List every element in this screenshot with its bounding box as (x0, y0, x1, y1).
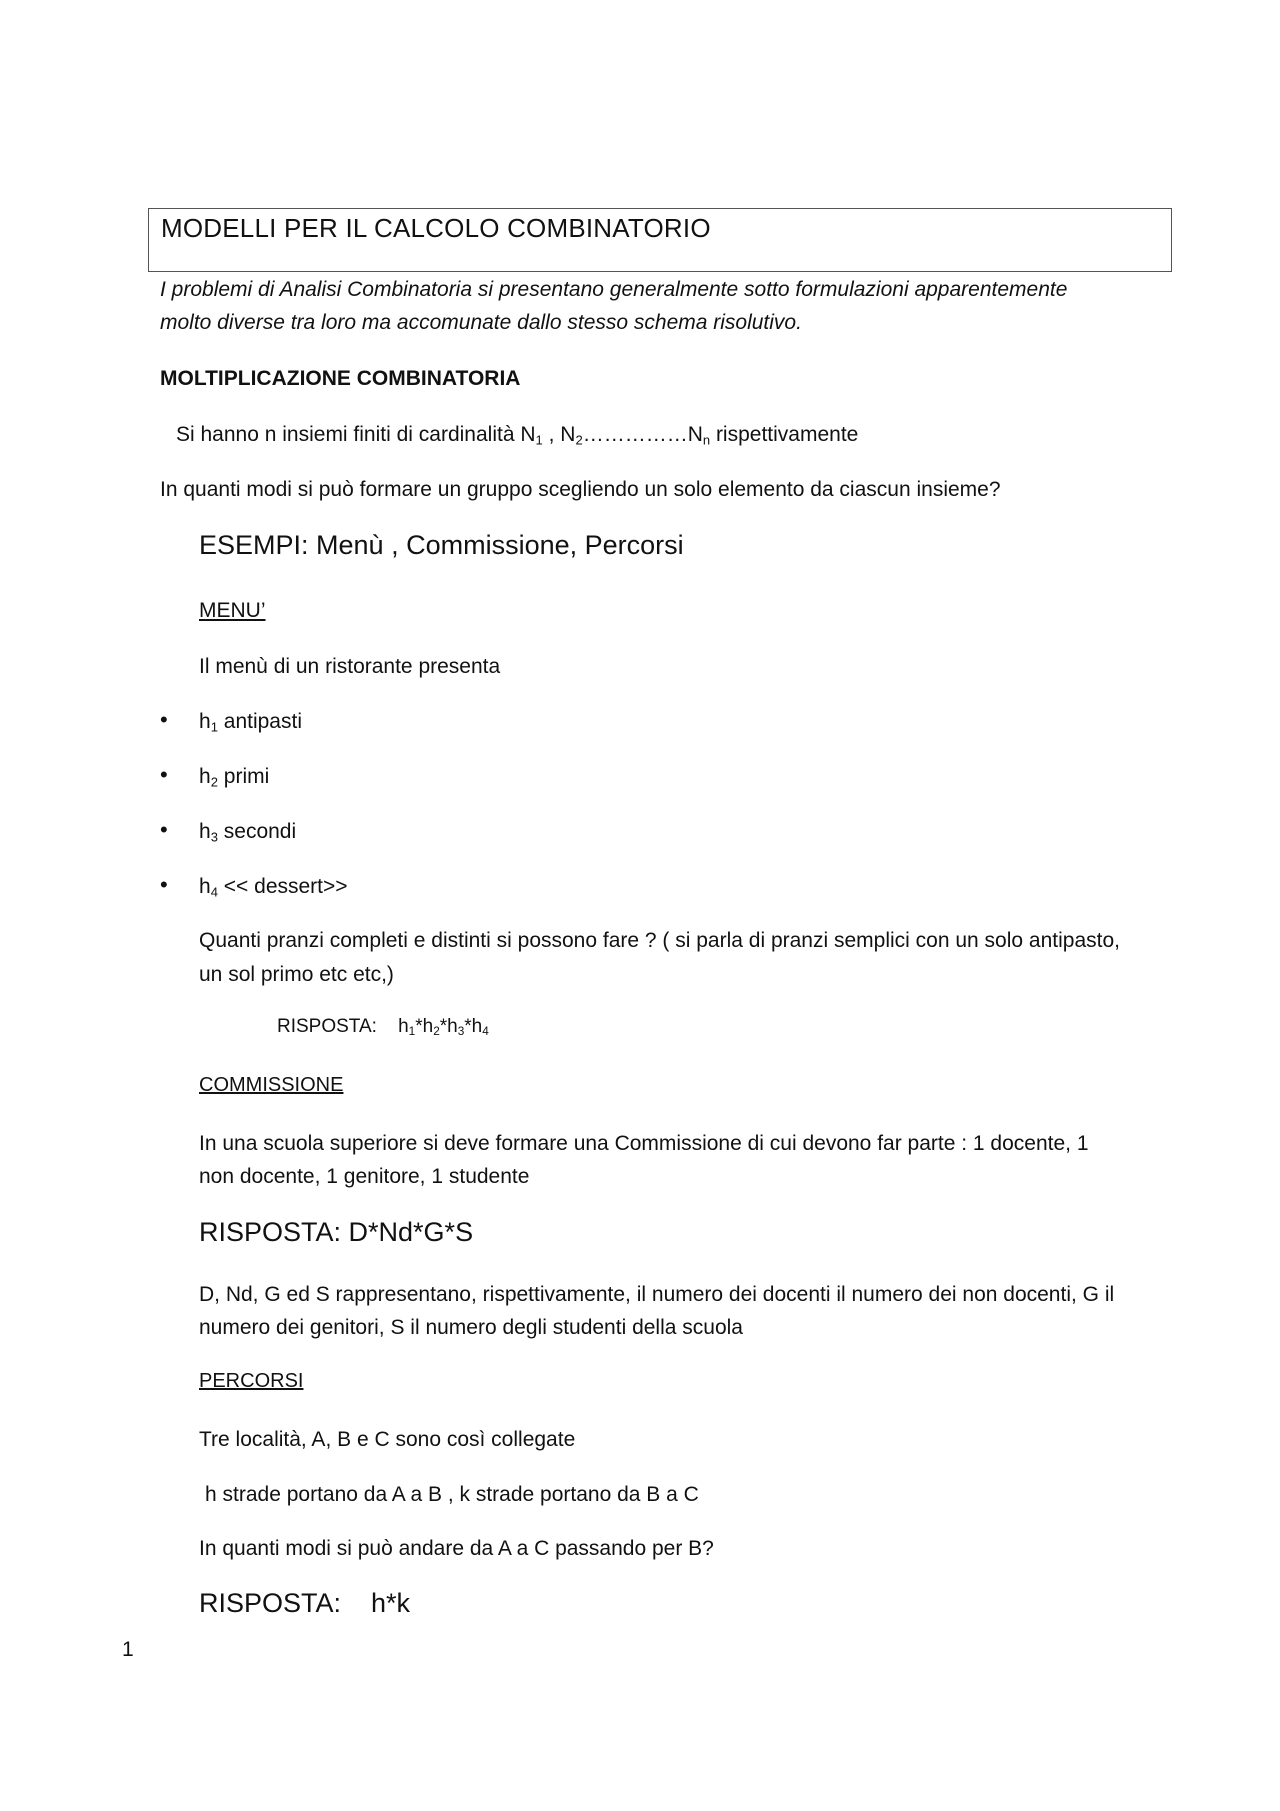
intro-line-2: molto diverse tra loro ma accomunate dallo stesso schema risolutivo. (160, 311, 802, 334)
menu-heading: MENU’ (199, 599, 266, 622)
commissione-text-line-1: In una scuola superiore si deve formare una Commissione di cui devono far parte : 1 docente, 1 (199, 1132, 1089, 1155)
bullet-icon: • (160, 817, 168, 842)
intro-line-1: I problemi di Analisi Combinatoria si presentano generalmente sotto formulazioni apparentemente (160, 278, 1068, 301)
bullet-icon: • (160, 872, 168, 897)
commissione-explanation-line-2: numero dei genitori, S il numero degli studenti della scuola (199, 1316, 743, 1339)
main-question: In quanti modi si può formare un gruppo scegliendo un solo elemento da ciascun insieme? (160, 478, 1001, 501)
commissione-heading: COMMISSIONE (199, 1074, 344, 1096)
examples-heading: ESEMPI: Menù , Commissione, Percorsi (199, 530, 684, 560)
menu-question-line-2: un sol primo etc etc,) (199, 963, 394, 986)
percorsi-line-1: Tre località, A, B e C sono così collegate (199, 1428, 576, 1451)
sets-line: Si hanno n insiemi finiti di cardinalità $N_1$ , $N_2\dots\dots\dots\dots\dots N_n$ rispettivamente (176, 423, 859, 448)
title-box (148, 208, 1172, 272)
list-item: $h_2$ primi (199, 765, 270, 790)
percorsi-answer: RISPOSTA: h*k (199, 1588, 411, 1618)
section-heading: MOLTIPLICAZIONE COMBINATORIA (160, 367, 521, 390)
page-title: MODELLI PER IL CALCOLO COMBINATORIO (161, 213, 711, 243)
percorsi-question: In quanti modi si può andare da A a C passando per B? (199, 1537, 714, 1560)
menu-intro: Il menù di un ristorante presenta (199, 655, 501, 678)
bullet-icon: • (160, 707, 168, 732)
list-item: $h_3$ secondi (199, 820, 297, 845)
commissione-explanation-line-1: D, Nd, G ed S rappresentano, rispettivamente, il numero dei docenti il numero dei non docenti, G il (199, 1283, 1115, 1306)
list-item: $h_4$ << dessert>> (199, 875, 348, 900)
page-number: 1 (122, 1638, 134, 1661)
commissione-answer: RISPOSTA: D*Nd*G*S (199, 1217, 474, 1247)
menu-question-line-1: Quanti pranzi completi e distinti si possono fare ? ( si parla di pranzi semplici con un solo antipasto, (199, 929, 1120, 952)
percorsi-heading: PERCORSI (199, 1370, 304, 1392)
bullet-icon: • (160, 762, 168, 787)
list-item: $h_1$ antipasti (199, 710, 302, 735)
menu-answer: RISPOSTA: $h_1*h_2*h_3*h_4$ (277, 1016, 489, 1038)
commissione-text-line-2: non docente, 1 genitore, 1 studente (199, 1165, 530, 1188)
percorsi-line-2: h strade portano da A a B , k strade portano da B a C (205, 1483, 699, 1506)
